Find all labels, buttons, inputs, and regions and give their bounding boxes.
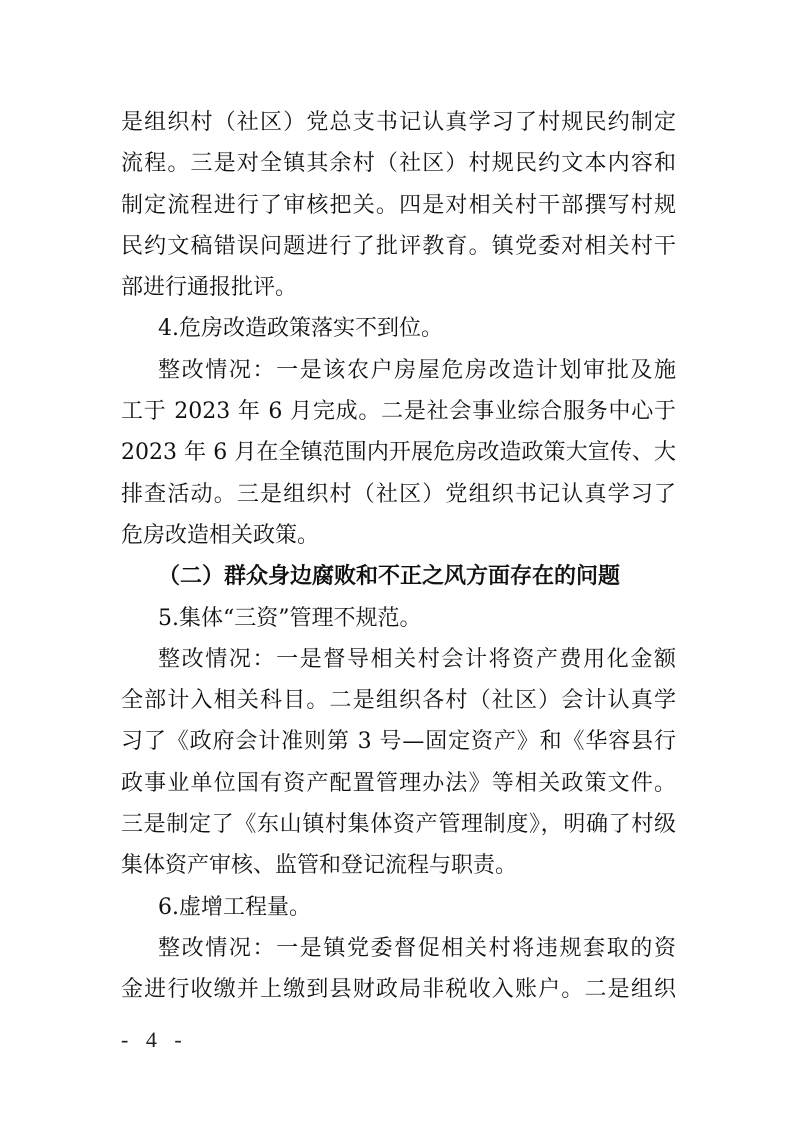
- text-line: 三是制定了《东山镇村集体资产管理制度》，明确了村级: [121, 812, 676, 838]
- text-line: 政事业单位国有资产配置管理办法》等相关政策文件。: [121, 770, 676, 796]
- text-line: 集体资产审核、监管和登记流程与职责。: [121, 853, 518, 879]
- text-line: 工于 2023 年 6 月完成。二是社会事业综合服务中心于: [121, 399, 676, 425]
- text-line: 是组织村（社区）党总支书记认真学习了村规民约制定: [121, 110, 676, 135]
- section-heading: （二）群众身边腐败和不正之风方面存在的问题: [158, 563, 621, 590]
- text-line: 排查活动。三是组织村（社区）党组织书记认真学习了: [121, 481, 676, 507]
- text-line: 全部计入相关科目。二是组织各村（社区）会计认真学: [121, 688, 676, 714]
- text-line: 部进行通报批评。: [121, 275, 298, 301]
- text-line: 流程。三是对全镇其余村（社区）村规民约文本内容和: [121, 151, 676, 177]
- text-line: 4.危房改造政策落实不到位。: [158, 316, 443, 342]
- page-number: - 4 -: [121, 1027, 188, 1052]
- text-line: 6.虚增工程量。: [158, 894, 311, 920]
- document-body: [121, 102, 676, 1011]
- text-line: 整改情况：一是该农户房屋危房改造计划审批及施: [158, 357, 676, 383]
- text-line: 整改情况：一是督导相关村会计将资产费用化金额: [158, 646, 676, 672]
- text-line: 2023 年 6 月在全镇范围内开展危房改造政策大宣传、大: [121, 440, 676, 466]
- text-line: 民约文稿错误问题进行了批评教育。镇党委对相关村干: [121, 233, 676, 259]
- text-line: 制定流程进行了审核把关。四是对相关村干部撰写村规: [121, 192, 676, 218]
- text-line: 5.集体“三资”管理不规范。: [158, 605, 422, 631]
- text-line: 习了《政府会计准则第 3 号—固定资产》和《华容县行: [121, 729, 676, 755]
- text-line: 危房改造相关政策。: [121, 522, 320, 548]
- text-line: 金进行收缴并上缴到县财政局非税收入账户。二是组织: [121, 977, 676, 1003]
- text-line: 整改情况：一是镇党委督促相关村将违规套取的资: [158, 935, 676, 961]
